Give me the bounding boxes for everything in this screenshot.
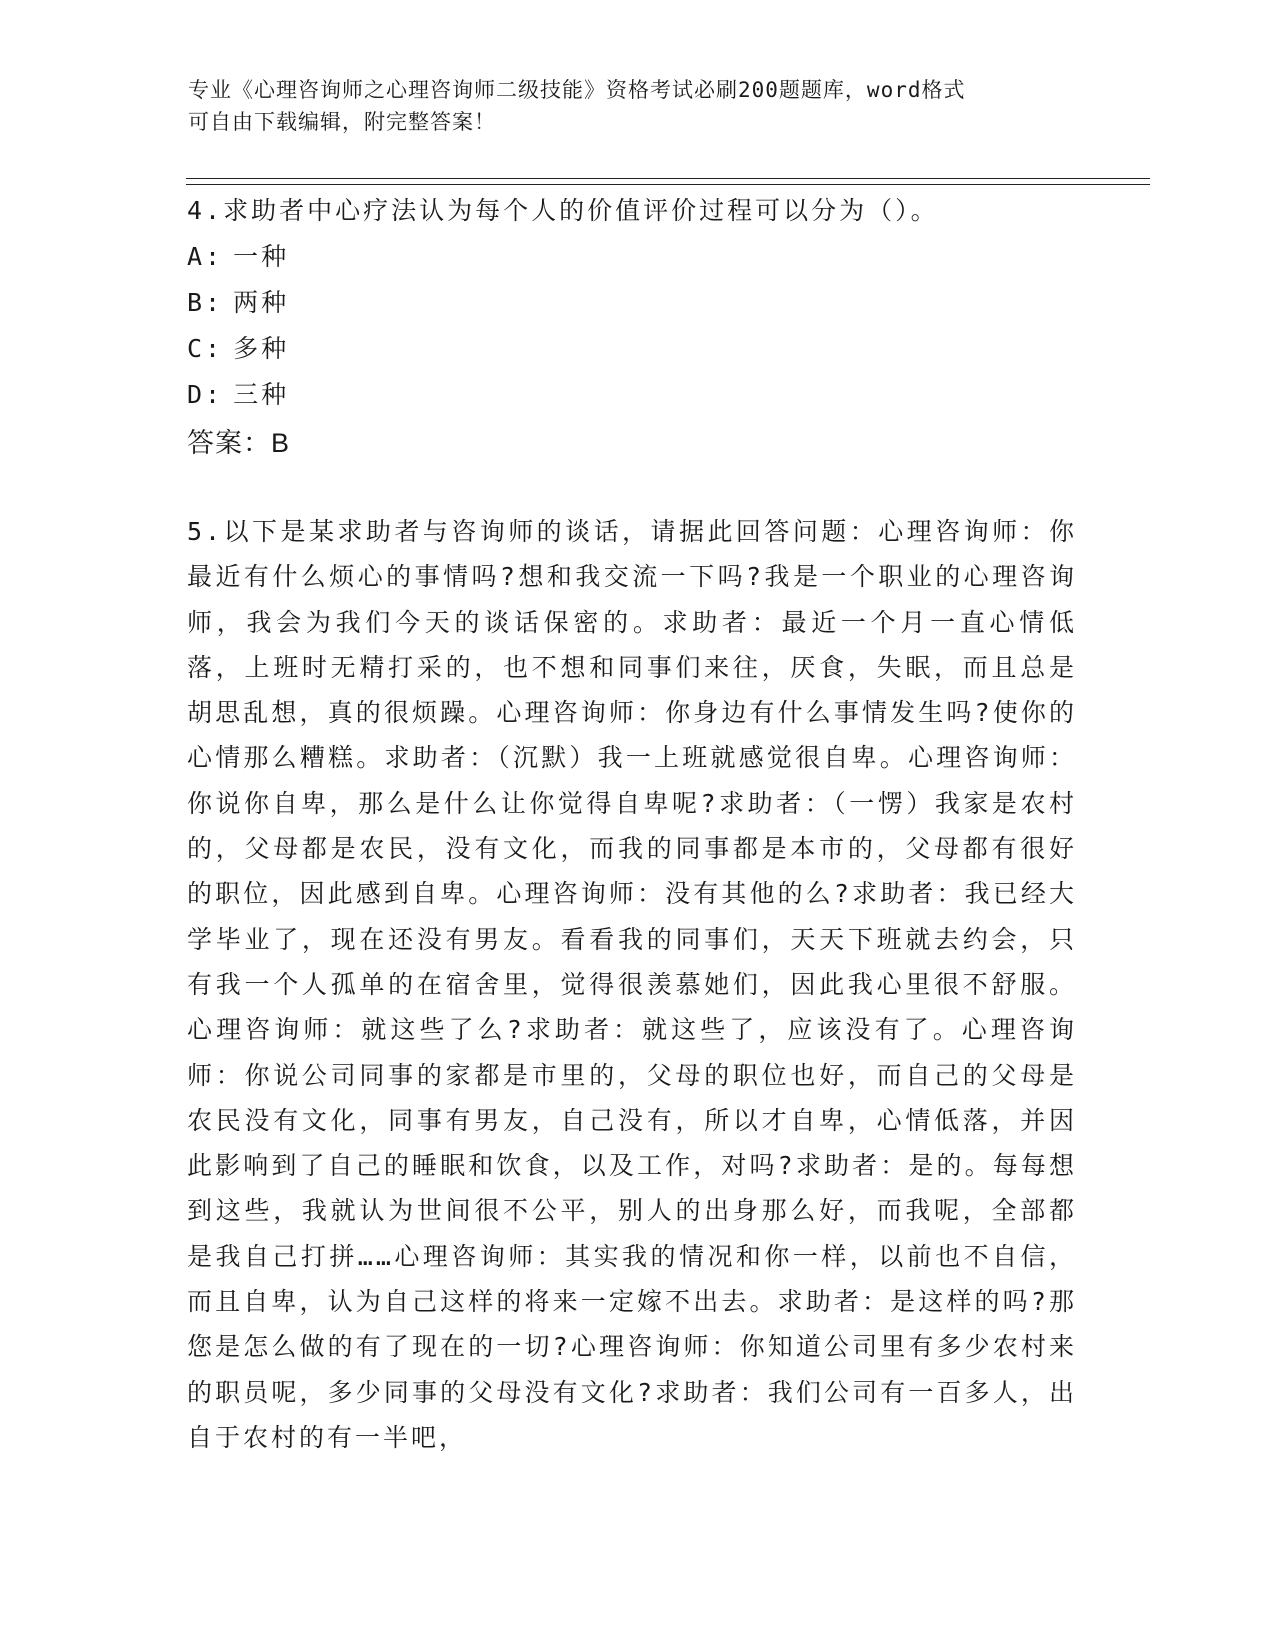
header-divider-top: [186, 178, 1150, 179]
question-4-option-c: [187, 326, 1077, 372]
option-b-key: B:: [187, 288, 224, 317]
option-d-text: 三种: [233, 380, 290, 409]
option-b-text: 两种: [233, 288, 290, 317]
option-d-key: D:: [187, 380, 224, 409]
option-c-text: 多种: [233, 334, 290, 363]
question-5: [187, 509, 1077, 1460]
question-4: [187, 188, 1077, 466]
header-divider-bottom: [186, 184, 1150, 185]
option-a-text: 一种: [233, 242, 290, 271]
question-4-option-a: [187, 234, 1077, 280]
question-4-option-b: [187, 280, 1077, 326]
question-4-stem: 4.求助者中心疗法认为每个人的价值评价过程可以分为（）。: [187, 196, 939, 225]
question-4-option-d: [187, 372, 1077, 418]
option-a-key: A:: [187, 242, 224, 271]
question-4-answer: 答案：B: [187, 428, 291, 458]
header-line-1: 专业《心理咨询师之心理咨询师二级技能》资格考试必刷200题题库，word格式: [188, 78, 966, 102]
option-c-key: C:: [187, 334, 224, 363]
question-5-stem: 5.以下是某求助者与咨询师的谈话，请据此回答问题：心理咨询师：你最近有什么烦心的事情吗?想和我交流一下吗?我是一个职业的心理咨询师，我会为我们今天的谈话保密的。求助者：最近一个月一直心情低落，上班时无精打采的，也不想和同事们来往，厌食，失眠，而且总是胡思乱想，真的很烦躁。心理咨询师：你身边有什么事情发生吗?使你的心情那么糟糕。求助者：（沉默）我一上班就感觉很自卑。心理咨询师：你说你自卑，那么是什么让你觉得自卑呢?求助者：（一愣）我家是农村的，父母都是农民，没有文化，而我的同事都是本市的，父母都有很好的职位，因此感到自卑。心理咨询师：没有其他的么?求助者：我已经大学毕业了，现在还没有男友。看看我的同事们，天天下班就去约会，只有我一个人孤单的在宿舍里，觉得很羡慕她们，因此我心里很不舒服。心理咨询师：就这些了么?求助者：就这些了，应该没有了。心理咨询师：你说公司同事的家都是市里的，父母的职位也好，而自己的父母是农民没有文化，同事有男友，自己没有，所以才自卑，心情低落，并因此影响到了自己的睡眠和饮食，以及工作，对吗?求助者：是的。每每想到这些，我就认为世间很不公平，别人的出身那么好，而我呢，全部都是我自己打拼……心理咨询师：其实我的情况和你一样，以前也不自信，而且自卑，认为自己这样的将来一定嫁不出去。求助者：是这样的吗?那您是怎么做的有了现在的一切?心理咨询师：你知道公司里有多少农村来的职员呢，多少同事的父母没有文化?求助者：我们公司有一百多人，出自于农村的有一半吧，: [187, 517, 1077, 1452]
header-line-2: 可自由下载编辑，附完整答案！: [188, 110, 496, 134]
document-header: [188, 74, 1068, 138]
